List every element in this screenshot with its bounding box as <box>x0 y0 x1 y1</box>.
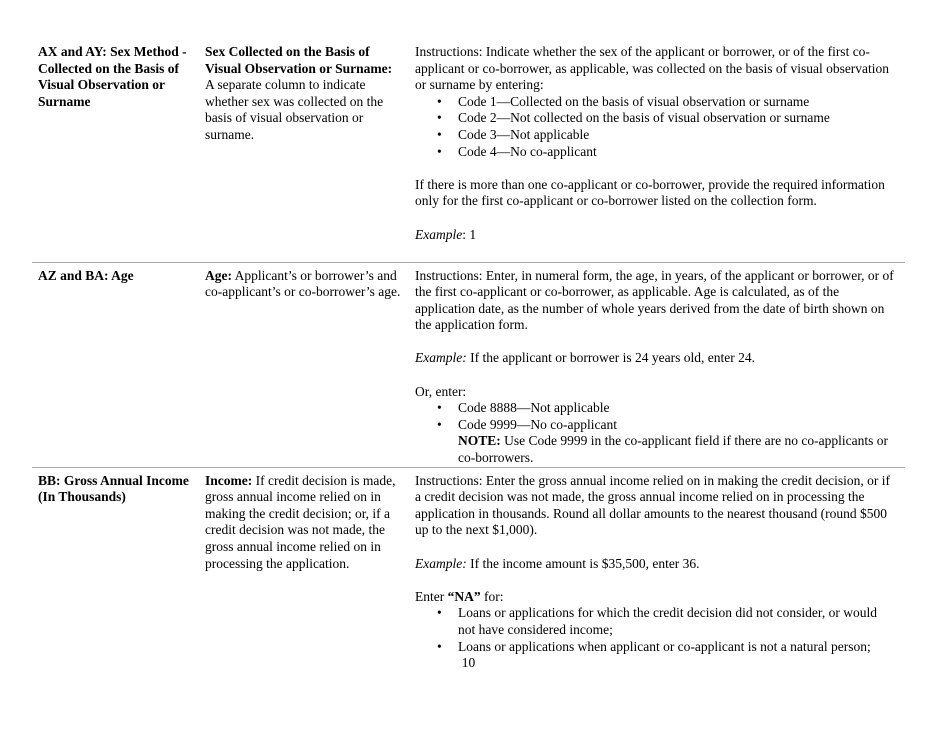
table-row <box>32 39 905 262</box>
example-value: If the income amount is $35,500, enter 36. <box>466 555 700 571</box>
enter-lead: Enter <box>415 588 448 604</box>
instructions-paragraph: If there is more than one co-applicant or co-borrower, provide the required information only for the first co-applicant or co-borrower listed on the collection form. <box>415 176 885 209</box>
example-line <box>415 227 897 244</box>
definition-cell <box>199 39 409 262</box>
or-enter-line: Or, enter: <box>415 383 467 399</box>
definition-text <box>205 268 401 301</box>
definition-lead: Age: <box>205 267 232 283</box>
field-cell <box>32 467 199 655</box>
bullet-item: • Code 8888—Not applicable <box>458 400 897 417</box>
instructions-intro: Instructions: Enter, in numeral form, the age, in years, of the applicant or borrower, or of the first co-applicant or co-borrower, as applicable. Age is calculated, as of the application date, as the number of whole years derived from the date of birth shown on the application form. <box>415 267 894 333</box>
definition-lead: Income: <box>205 472 253 488</box>
bullet-item: • Code 3—Not applicable <box>458 127 897 144</box>
field-name: BB: Gross Annual Income (In Thousands) <box>38 472 189 505</box>
enter-rest: for: <box>480 588 504 604</box>
bullet-item: • Loans or applications for which the credit decision did not consider, or would not have considered income; <box>458 605 897 638</box>
definition-cell <box>199 467 409 655</box>
instructions-cell <box>409 262 905 467</box>
definition-text <box>205 473 401 573</box>
bullet-item: • Loans or applications when applicant or co-applicant is not a natural person; <box>458 639 897 656</box>
bullet-item <box>458 417 897 467</box>
definition-text <box>205 44 401 144</box>
code-list <box>415 94 897 160</box>
definition-rest: A separate column to indicate whether sex was collected on the basis of visual observation or surname. <box>205 77 384 142</box>
field-cell <box>32 262 199 467</box>
enter-na: “NA” <box>447 588 481 604</box>
definition-rest: Applicant’s or borrower’s and co-applicant’s or co-borrower’s age. <box>205 267 401 300</box>
instructions-intro: Instructions: Indicate whether the sex of the applicant or borrower, or of the first co-applicant or co-borrower, as applicable, was collected on the basis of visual observation or surname by entering: <box>415 44 890 93</box>
note-text: Use Code 9999 in the co-applicant field if there are no co-applicants or co-borrowers. <box>458 433 889 466</box>
instructions-cell <box>409 39 905 262</box>
field-name: AZ and BA: Age <box>38 267 134 283</box>
example-label: Example <box>415 226 463 242</box>
example-line <box>415 556 897 573</box>
bullet-item: • Code 2—Not collected on the basis of visual observation or surname <box>458 110 897 127</box>
example-line <box>415 350 897 367</box>
page-number: 10 <box>461 655 476 670</box>
example-value: : 1 <box>462 226 477 242</box>
definition-cell <box>199 262 409 467</box>
definition-rest: If credit decision is made, gross annual income relied on in making the credit decision; or, if a credit decision was not made, the gross annual income relied on in processing the application. <box>205 472 396 571</box>
code-list <box>415 400 897 466</box>
field-cell <box>32 39 199 262</box>
table-row <box>32 467 905 655</box>
bullet-item: • Code 1—Collected on the basis of visual observation or surname <box>458 94 897 111</box>
note-label: NOTE: <box>458 433 501 449</box>
table-row <box>32 262 905 467</box>
enter-na-line <box>415 589 897 606</box>
example-label: Example: <box>415 555 467 571</box>
example-value: If the applicant or borrower is 24 years old, enter 24. <box>466 350 756 366</box>
definition-lead: Sex Collected on the Basis of Visual Observation or Surname: <box>205 44 393 76</box>
field-definitions-table <box>32 39 905 655</box>
instructions-cell <box>409 467 905 655</box>
code-list <box>415 605 897 655</box>
instructions-intro: Instructions: Enter the gross annual income relied on in making the credit decision, or if a credit decision was not made, the gross annual income relied on in processing the application in thousands. Round all dollar amounts to the nearest thousand (round $500 up to the next $1,000). <box>415 472 890 538</box>
bullet-item: • Code 4—No co-applicant <box>458 144 897 161</box>
field-name: AX and AY: Sex Method - Collected on the Basis of Visual Observation or Surname <box>38 44 187 109</box>
bullet-text: Code 9999—No co-applicant <box>458 416 617 432</box>
example-label: Example: <box>415 350 467 366</box>
note-line <box>458 433 897 466</box>
